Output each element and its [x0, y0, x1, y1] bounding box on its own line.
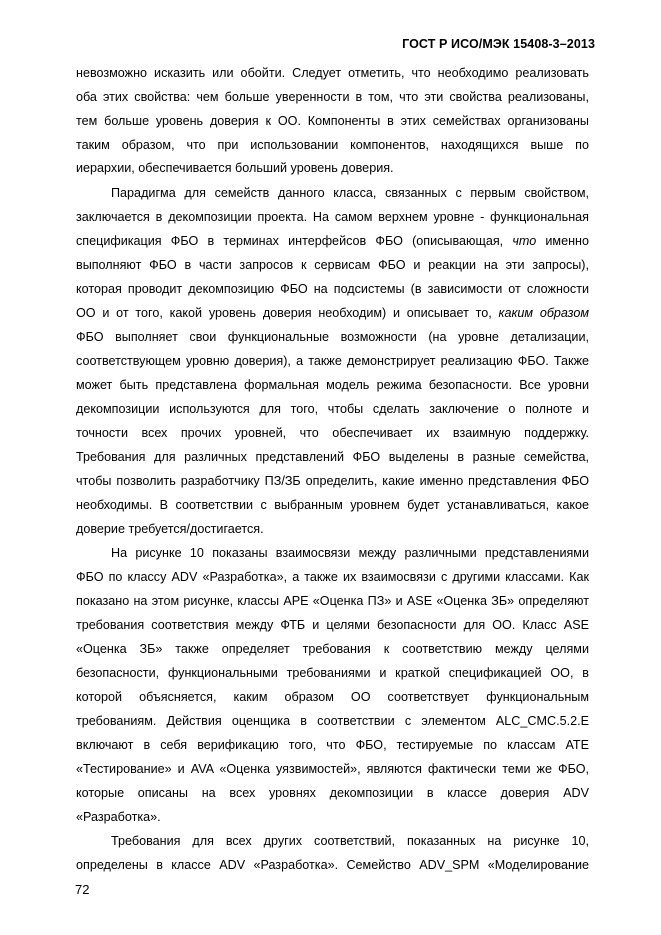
text-line: [76, 160, 589, 176]
text-line: [76, 449, 589, 465]
text-segment: ФБО выполняет свои функциональные возможности (на уровне детализации,: [76, 330, 589, 344]
text-segment: заключается в декомпозиции проекта. На самом верхнем уровне - функциональная: [76, 210, 589, 224]
text-line: [76, 89, 589, 105]
text-line: [76, 377, 589, 393]
text-line: [76, 329, 589, 345]
text-line: [111, 185, 589, 201]
text-segment: Требования для различных представлений ФБО выделены в разные семейства,: [76, 450, 589, 464]
text-line: [76, 761, 589, 777]
text-line: [76, 497, 589, 513]
text-segment: которые описаны на всех уровнях декомпозиции в классе доверия ADV: [76, 786, 589, 800]
text-line: [76, 473, 589, 489]
italic-text: что: [512, 234, 537, 248]
italic-text: каким образом: [498, 306, 589, 320]
text-line: [76, 65, 589, 81]
text-segment: «Разработка».: [76, 810, 161, 824]
text-segment: точности всех прочих уровней, что обеспечивает их взаимную поддержку.: [76, 426, 589, 440]
text-line: [76, 569, 589, 585]
text-segment: выполняют ФБО в части запросов к сервисам ФБО и реакции на эти запросы),: [76, 258, 589, 272]
text-segment: ОО и от того, какой уровень доверия необходим) и описывает то,: [76, 306, 499, 320]
text-line: [76, 809, 589, 825]
text-line: [76, 353, 589, 369]
text-segment: оба этих свойства: чем больше уверенности в том, что эти свойства реализованы,: [76, 90, 589, 104]
page-number: 72: [75, 882, 90, 897]
text-segment: Парадигма для семейств данного класса, связанных с первым свойством,: [111, 186, 589, 200]
text-segment: иерархии, обеспечивается больший уровень доверия.: [76, 161, 394, 175]
text-line: [76, 785, 589, 801]
text-segment: которая проводит декомпозицию ФБО на подсистемы (в зависимости от сложности: [76, 282, 589, 296]
text-segment: таким образом, что при использовании компонентов, находящихся выше по: [76, 138, 589, 152]
text-segment: определены в классе ADV «Разработка». Семейство ADV_SPM «Моделирование: [76, 858, 589, 872]
text-line: [76, 737, 589, 753]
document-header: ГОСТ Р ИСО/МЭК 15408-3–2013: [402, 37, 595, 51]
text-line: [76, 113, 589, 129]
text-segment: Требования для всех других соответствий, показанных на рисунке 10,: [111, 834, 589, 848]
text-segment: ФБО по классу ADV «Разработка», а также их взаимосвязи с другими классами. Как: [76, 570, 589, 584]
text-line: [76, 617, 589, 633]
text-line: [111, 833, 589, 849]
text-segment: может быть представлена формальная модель режима безопасности. Все уровни: [76, 378, 589, 392]
text-segment: «Оценка ЗБ» также определяет требования к соответствию между целями: [76, 642, 589, 656]
text-line: [76, 665, 589, 681]
text-line: [76, 641, 589, 657]
text-segment: показано на этом рисунке, классы APE «Оценка ПЗ» и ASE «Оценка ЗБ» определяют: [76, 594, 589, 608]
text-line: [76, 137, 589, 153]
text-line: [76, 593, 589, 609]
text-line: [76, 209, 589, 225]
text-line: [76, 425, 589, 441]
text-line: [111, 545, 589, 561]
text-line: [76, 233, 589, 249]
text-segment: На рисунке 10 показаны взаимосвязи между различными представлениями: [111, 546, 589, 560]
text-segment: чтобы позволить разработчику ПЗ/ЗБ определить, какие именно представления ФБО: [76, 474, 589, 488]
text-segment: доверие требуется/достигается.: [76, 522, 264, 536]
text-segment: требованиям. Действия оценщика в соответствии с элементом ALC_CMC.5.2.E: [76, 714, 589, 728]
text-segment: невозможно исказить или обойти. Следует отметить, что необходимо реализовать: [76, 66, 589, 80]
text-segment: спецификация ФБО в терминах интерфейсов ФБО (описывающая,: [76, 234, 513, 248]
text-line: [76, 281, 589, 297]
text-line: [76, 713, 589, 729]
text-line: [76, 401, 589, 417]
text-segment: тем больше уровень доверия к ОО. Компоненты в этих семействах организованы: [76, 114, 589, 128]
text-segment: необходимы. В соответствии с выбранным уровнем будет устанавливаться, какое: [76, 498, 589, 512]
text-line: [76, 305, 589, 321]
text-segment: «Тестирование» и AVA «Оценка уязвимостей», являются фактически теми же ФБО,: [76, 762, 589, 776]
text-segment: именно: [536, 234, 589, 248]
text-line: [76, 689, 589, 705]
text-segment: декомпозиции используются для того, чтобы сделать заключение о полноте и: [76, 402, 589, 416]
text-segment: которой объясняется, каким образом ОО соответствует функциональным: [76, 690, 589, 704]
text-line: [76, 521, 589, 537]
text-line: [76, 857, 589, 873]
text-segment: включают в себя верификацию того, что ФБО, тестируемые по классам ATE: [76, 738, 589, 752]
text-line: [76, 257, 589, 273]
text-segment: соответствующем уровню доверия), а также демонстрирует реализацию ФБО. Также: [76, 354, 589, 368]
text-segment: требования соответствия между ФТБ и целями безопасности для ОО. Класс ASE: [76, 618, 589, 632]
text-segment: безопасности, функциональными требованиями и краткой спецификацией ОО, в: [76, 666, 589, 680]
